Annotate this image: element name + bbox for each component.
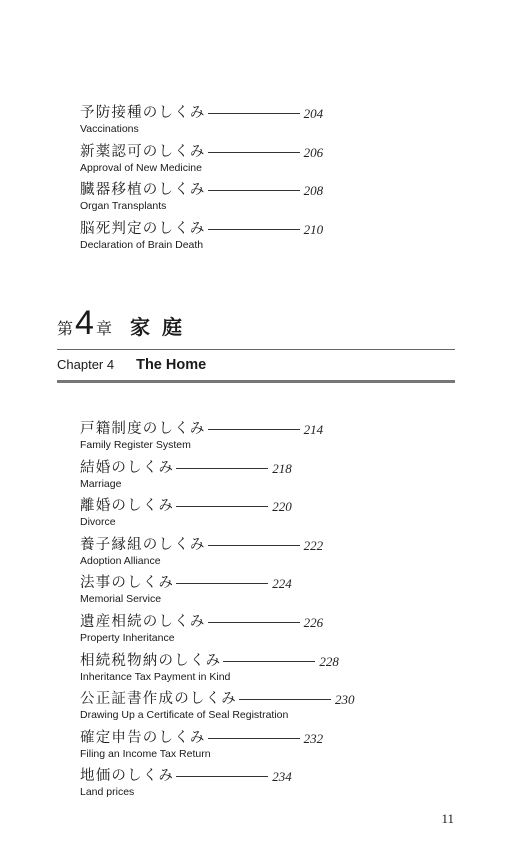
- toc-entry: [80, 181, 380, 220]
- dot-leader: [239, 699, 331, 700]
- toc-entry-title-jp: 脳死判定のしくみ: [80, 220, 206, 237]
- dot-leader: [208, 738, 300, 739]
- toc-entry-title-jp: 結婚のしくみ: [80, 459, 175, 476]
- dot-leader: [208, 622, 300, 623]
- toc-entry-title-jp: 相続税物納のしくみ: [80, 652, 222, 669]
- toc-entry: [80, 729, 380, 768]
- dot-leader: [208, 152, 300, 153]
- dot-leader: [208, 429, 300, 430]
- toc-entry-title-en: Land prices: [80, 786, 135, 799]
- toc-entry: [80, 574, 380, 613]
- toc-entry-title-en: Memorial Service: [80, 593, 162, 606]
- toc-entry-title-en: Family Register System: [80, 439, 191, 451]
- toc-entry: [80, 420, 380, 459]
- toc-entry-page: 210: [303, 221, 324, 237]
- chapter-label-en: Chapter 4: [57, 357, 115, 372]
- toc-entry-page: 222: [303, 537, 324, 553]
- toc-list-bottom: [80, 420, 380, 806]
- chapter-heading-en: [57, 357, 206, 373]
- toc-entry: [80, 143, 380, 182]
- toc-entry-title-jp: 離婚のしくみ: [80, 498, 175, 515]
- toc-entry-title-jp: 臓器移植のしくみ: [80, 182, 206, 199]
- toc-entry-title-jp: 新薬認可のしくみ: [80, 143, 206, 160]
- chapter-title-en: The Home: [136, 357, 207, 373]
- toc-entry-page: 228: [319, 653, 339, 669]
- toc-entry-title-en: Divorce: [80, 516, 116, 529]
- chapter-title-jp: 家庭: [129, 315, 194, 339]
- toc-entry-page: 208: [303, 183, 324, 199]
- toc-entry-title-en: Property Inheritance: [80, 631, 175, 644]
- chapter-divider-thick: [57, 380, 455, 383]
- toc-entry-title-en: Approval of New Medicine: [80, 161, 202, 174]
- toc-entry-page: 214: [303, 422, 324, 437]
- toc-entry-page: 220: [272, 499, 292, 515]
- toc-entry: [80, 690, 380, 729]
- toc-entry-page: 218: [272, 460, 292, 476]
- toc-entry-title-en: Drawing Up a Certificate of Seal Registration: [80, 709, 289, 722]
- toc-entry-title-en: Organ Transplants: [80, 200, 167, 213]
- toc-entry-title-en: Vaccinations: [80, 123, 139, 135]
- toc-entry: [80, 767, 380, 806]
- toc-entry-title-jp: 確定申告のしくみ: [80, 729, 206, 746]
- toc-entry-page: 206: [303, 144, 324, 160]
- toc-entry-title-jp: 地価のしくみ: [80, 768, 175, 785]
- dot-leader: [208, 113, 300, 114]
- dot-leader: [208, 190, 300, 191]
- page-number: 11: [441, 811, 454, 826]
- dot-leader: [176, 583, 268, 584]
- dot-leader: [208, 229, 300, 230]
- toc-entry: [80, 613, 380, 652]
- toc-entry-page: 234: [272, 769, 292, 785]
- toc-entry-title-en: Declaration of Brain Death: [80, 238, 204, 251]
- toc-entry-title-jp: 遺産相続のしくみ: [80, 613, 206, 630]
- toc-entry: [80, 104, 380, 143]
- toc-entry: [80, 652, 380, 691]
- toc-entry-page: 204: [303, 106, 324, 121]
- chapter-number: 4: [75, 304, 94, 342]
- dot-leader: [176, 468, 268, 469]
- chapter-divider-thin: [57, 349, 455, 350]
- toc-entry: [80, 536, 380, 575]
- toc-list-top: [80, 104, 380, 258]
- toc-entry-title-en: Filing an Income Tax Return: [80, 747, 211, 760]
- toc-entry-title-jp: 戸籍制度のしくみ: [80, 421, 206, 437]
- toc-entry-page: 232: [303, 730, 324, 746]
- toc-entry-title-jp: 法事のしくみ: [80, 575, 175, 592]
- dot-leader: [223, 661, 315, 662]
- toc-entry-title-jp: 養子縁組のしくみ: [80, 536, 206, 553]
- toc-entry-title-en: Inheritance Tax Payment in Kind: [80, 670, 231, 683]
- toc-entry-title-en: Marriage: [80, 477, 122, 490]
- toc-entry: [80, 497, 380, 536]
- chapter-suffix: 章: [95, 319, 112, 338]
- toc-entry-title-jp: 予防接種のしくみ: [80, 105, 206, 121]
- dot-leader: [176, 776, 268, 777]
- chapter-prefix: 第: [57, 319, 74, 338]
- toc-entry: [80, 459, 380, 498]
- dot-leader: [208, 545, 300, 546]
- dot-leader: [176, 506, 268, 507]
- toc-entry-title-en: Adoption Alliance: [80, 554, 161, 567]
- toc-entry-page: 226: [303, 614, 324, 630]
- toc-entry-title-jp: 公正証書作成のしくみ: [80, 691, 237, 708]
- toc-entry-page: 224: [272, 576, 292, 592]
- toc-entry: [80, 220, 380, 259]
- toc-entry-page: 230: [335, 692, 355, 708]
- chapter-heading-jp: [57, 306, 194, 340]
